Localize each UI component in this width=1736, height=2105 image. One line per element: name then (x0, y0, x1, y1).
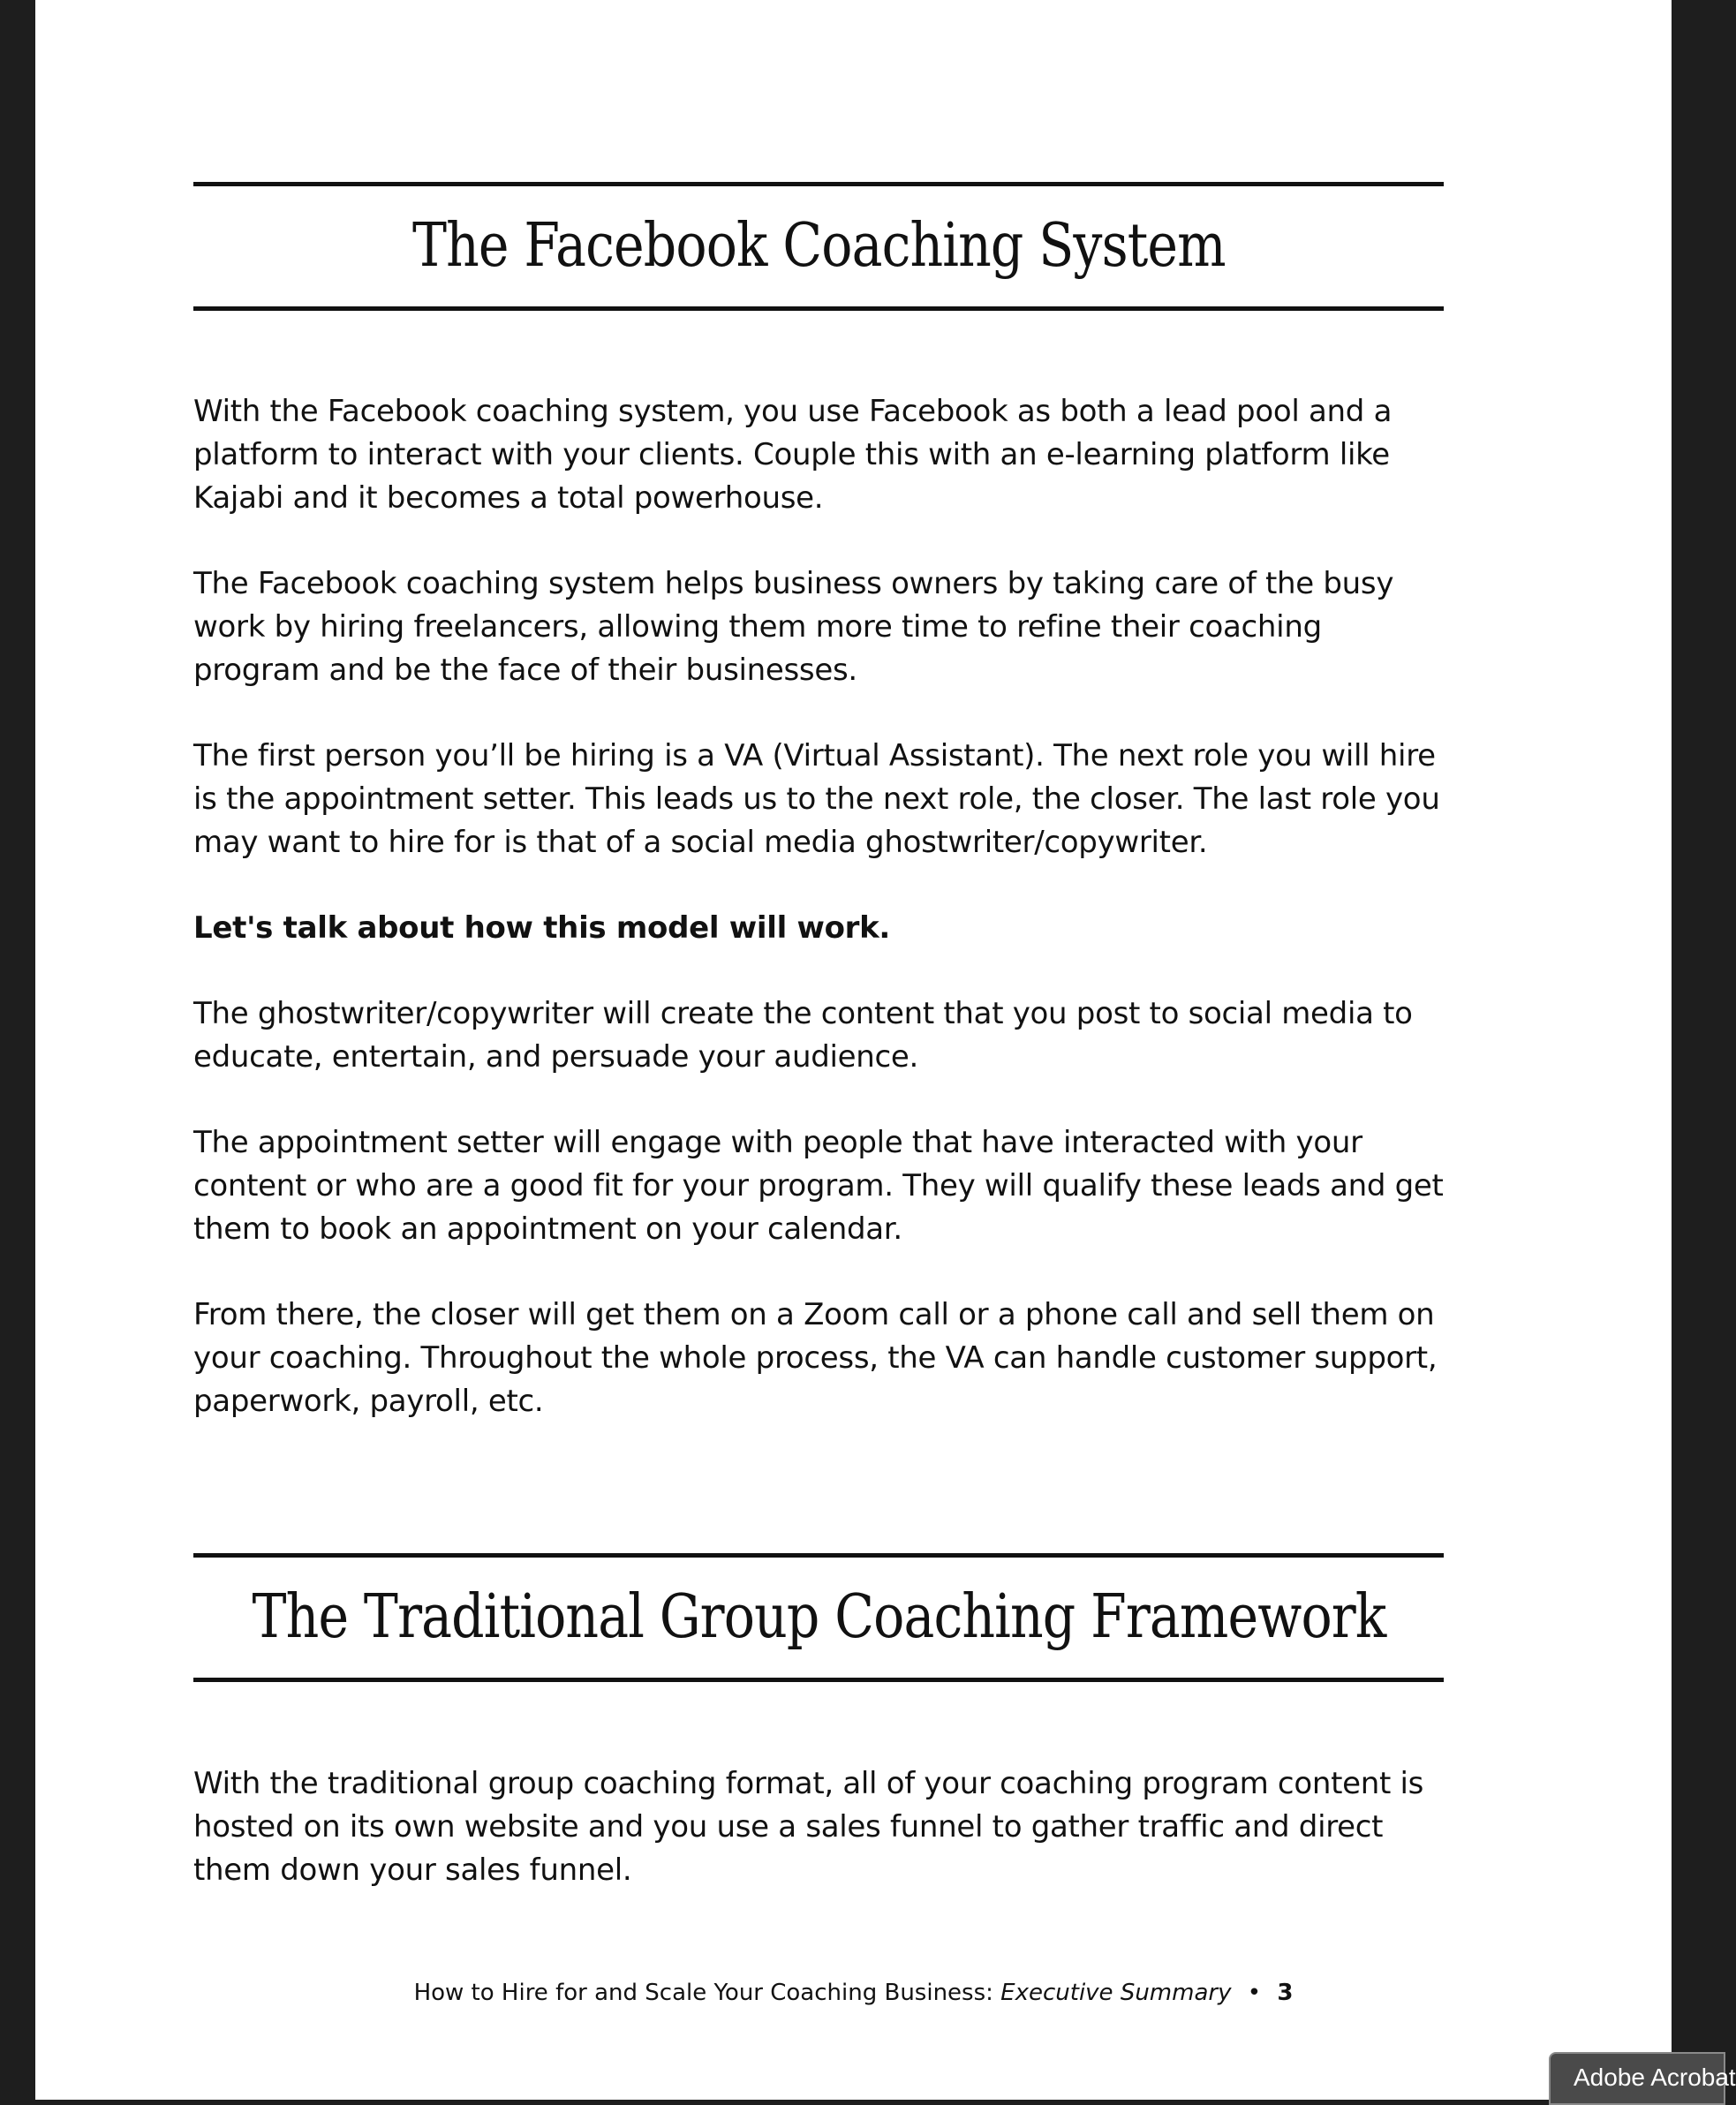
section-title: The Facebook Coaching System (411, 211, 1226, 281)
paragraph-bold-lead: Let's talk about how this model will work. (193, 910, 891, 946)
paragraph: The appointment setter will engage with people that have interacted with your content or who are a good fit for your program. They will qualify these leads and get them to book an appointment on your calendar. (193, 1125, 1444, 1247)
paragraph: With the traditional group coaching format, all of your coaching program content is hosted on its own website and you use a sales funnel to gather traffic and direct them down your sales funnel. (193, 1766, 1424, 1888)
section-title: The Traditional Group Coaching Framework (252, 1582, 1385, 1652)
viewer-margin (1672, 0, 1718, 2100)
paragraph: The first person you’ll be hiring is a VA (Virtual Assistant). The next role you will hire is the appointment setter. This leads us to the next role, the closer. The last role you may want to hire for is that of a social media ghostwriter/copywriter. (193, 738, 1440, 860)
section-body-traditional (193, 1762, 1444, 1892)
section-heading-facebook (193, 182, 1444, 311)
page-content (193, 182, 1444, 1888)
footer-separator: • (1247, 1980, 1262, 2006)
section-body-facebook (193, 390, 1444, 1466)
paragraph: The Facebook coaching system helps business owners by taking care of the busy work by hiring freelancers, allowing them more time to refine their coaching program and be the face of their businesses. (193, 566, 1394, 688)
adobe-acrobat-button[interactable]: Adobe Acrobat (1549, 2052, 1725, 2105)
page-footer (35, 1980, 1672, 2006)
paragraph: With the Facebook coaching system, you use Facebook as both a lead pool and a platform to interact with your clients. Couple this with an e-learning platform like Kajabi and it becomes a total powerhouse. (193, 394, 1393, 516)
paragraph: The ghostwriter/copywriter will create the content that you post to social media to educate, entertain, and persuade your audience. (193, 996, 1413, 1075)
page-number: 3 (1277, 1980, 1294, 2006)
section-heading-traditional (193, 1553, 1444, 1682)
footer-title: How to Hire for and Scale Your Coaching Business: (413, 1980, 993, 2006)
paragraph: From there, the closer will get them on a Zoom call or a phone call and sell them on your coaching. Throughout the whole process, the VA can handle customer support, paperwork, payroll, etc. (193, 1297, 1438, 1419)
footer-subtitle: Executive Summary (1000, 1980, 1232, 2006)
